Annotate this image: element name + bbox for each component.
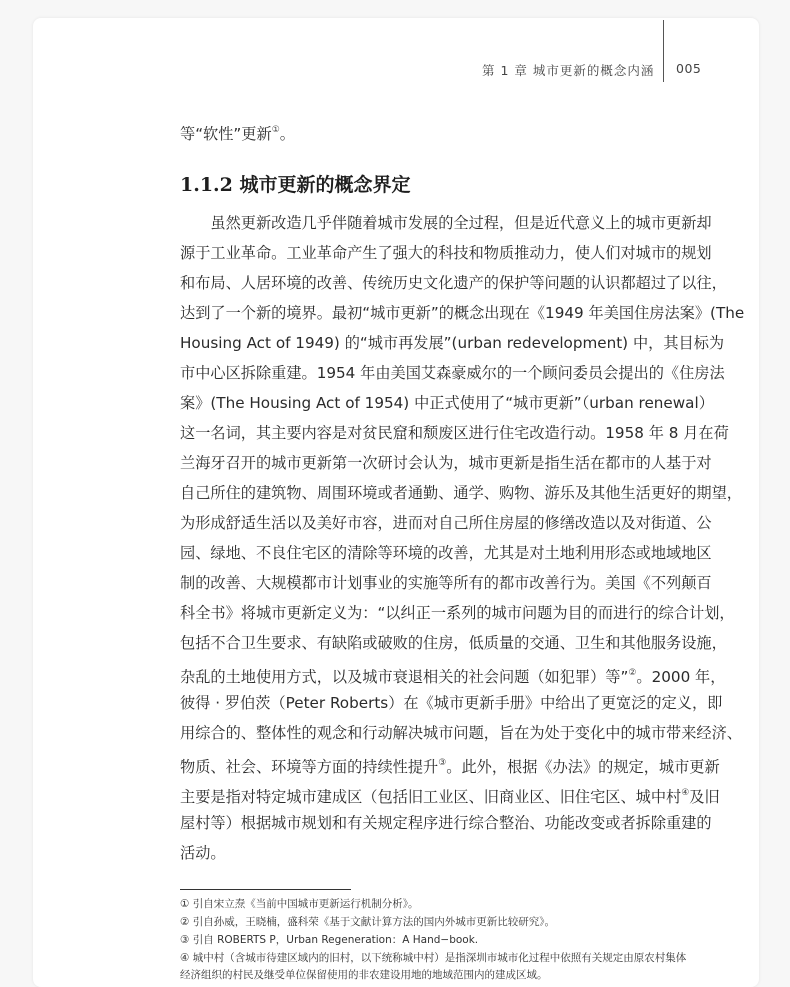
body-line: Housing Act of 1949) 的“城市再发展”(urban redevelopment) 中，其目标为	[180, 334, 725, 352]
body-line	[180, 663, 726, 687]
body-line: 和布局、人居环境的改善、传统历史文化遗产的保护等问题的认识都超过了以往，	[180, 274, 727, 292]
body-line: 园、绿地、不良住宅区的清除等环境的改善，尤其是对土地利用形态或地域地区	[180, 544, 712, 562]
body-line: 达到了一个新的境界。最初“城市更新”的概念出现在《1949 年美国住房法案》(The	[180, 304, 745, 322]
footnote-1: ① 引自宋立焘《当前中国城市更新运行机制分析》。	[180, 898, 419, 910]
body-line: 兰海牙召开的城市更新第一次研讨会认为，城市更新是指生活在都市的人基于对	[180, 454, 712, 472]
body-line-text: 杂乱的土地使用方式，以及城市衰退相关的社会问题（如犯罪）等”	[180, 668, 629, 686]
body-line-text: 物质、社会、环境等方面的持续性提升	[180, 758, 439, 776]
footnote-4: ④ 城中村（含城市待建区域内的旧村，以下统称城中村）是指深圳市城市化过程中依照有关规定由原农村集体	[180, 952, 687, 964]
body-line: 这一名词，其主要内容是对贫民窟和颓废区进行住宅改造行动。1958 年 8 月在荷	[180, 424, 729, 442]
body-line: 源于工业革命。工业革命产生了强大的科技和物质推动力，使人们对城市的规划	[180, 244, 712, 262]
body-line-tail: 。2000 年，	[636, 668, 726, 686]
body-line: 彼得 · 罗伯茨（Peter Roberts）在《城市更新手册》中给出了更宽泛的定义，即	[180, 694, 723, 712]
header-divider	[663, 20, 664, 82]
body-line: 活动。	[180, 844, 226, 862]
footnote-4-continued: 经济组织的村民及继受单位保留使用的非农建设用地的地域范围内的建成区域。	[180, 969, 548, 981]
footnote-ref-2: ②	[628, 668, 637, 678]
page-number: 005	[676, 61, 702, 76]
running-header-chapter: 第 1 章 城市更新的概念内涵	[482, 63, 655, 78]
body-line: 市中心区拆除重建。1954 年由美国艾森豪威尔的一个顾问委员会提出的《住房法	[180, 364, 725, 382]
footnote-ref-1: ①	[271, 125, 280, 135]
lead-paragraph-end	[180, 123, 295, 144]
body-line-text: 主要是指对特定城市建成区（包括旧工业区、旧商业区、旧住宅区、城中村	[180, 788, 682, 806]
lead-text: 等“软性”更新	[180, 125, 272, 143]
body-line: 科全书》将城市更新定义为：“以纠正一系列的城市问题为目的而进行的综合计划，	[180, 604, 735, 622]
section-heading: 1.1.2 城市更新的概念界定	[180, 174, 411, 196]
body-line: 用综合的、整体性的观念和行动解决城市问题，旨在为处于变化中的城市带来经济、	[180, 724, 742, 742]
body-line: 为形成舒适生活以及美好市容，进而对自己所住房屋的修缮改造以及对街道、公	[180, 514, 712, 532]
body-line-tail: 及旧	[689, 788, 720, 806]
body-line: 虽然更新改造几乎伴随着城市发展的全过程，但是近代意义上的城市更新却	[180, 214, 712, 232]
body-line: 屋村等）根据城市规划和有关规定程序进行综合整治、功能改变或者拆除重建的	[180, 814, 712, 832]
body-line	[180, 783, 720, 807]
footnote-separator	[180, 889, 351, 890]
footnote-3: ③ 引自 ROBERTS P，Urban Regeneration：A Hand−book.	[180, 934, 479, 946]
body-line: 自己所住的建筑物、周围环境或者通勤、通学、购物、游乐及其他生活更好的期望，	[180, 484, 742, 502]
body-line-tail: 。此外，根据《办法》的规定，城市更新	[446, 758, 720, 776]
footnote-ref-4: ④	[681, 788, 690, 798]
body-line: 制的改善、大规模都市计划事业的实施等所有的都市改善行为。美国《不列颠百	[180, 574, 712, 592]
footnote-ref-3: ③	[438, 758, 447, 768]
footnote-2: ② 引自孙威，王晓楠，盛科荣《基于文献计算方法的国内外城市更新比较研究》。	[180, 916, 555, 928]
lead-period: 。	[279, 125, 295, 143]
body-line: 包括不合卫生要求、有缺陷或破败的住房，低质量的交通、卫生和其他服务设施，	[180, 634, 727, 652]
body-line: 案》(The Housing Act of 1954) 中正式使用了“城市更新”（urban renewal）	[180, 394, 714, 412]
body-line	[180, 753, 720, 777]
